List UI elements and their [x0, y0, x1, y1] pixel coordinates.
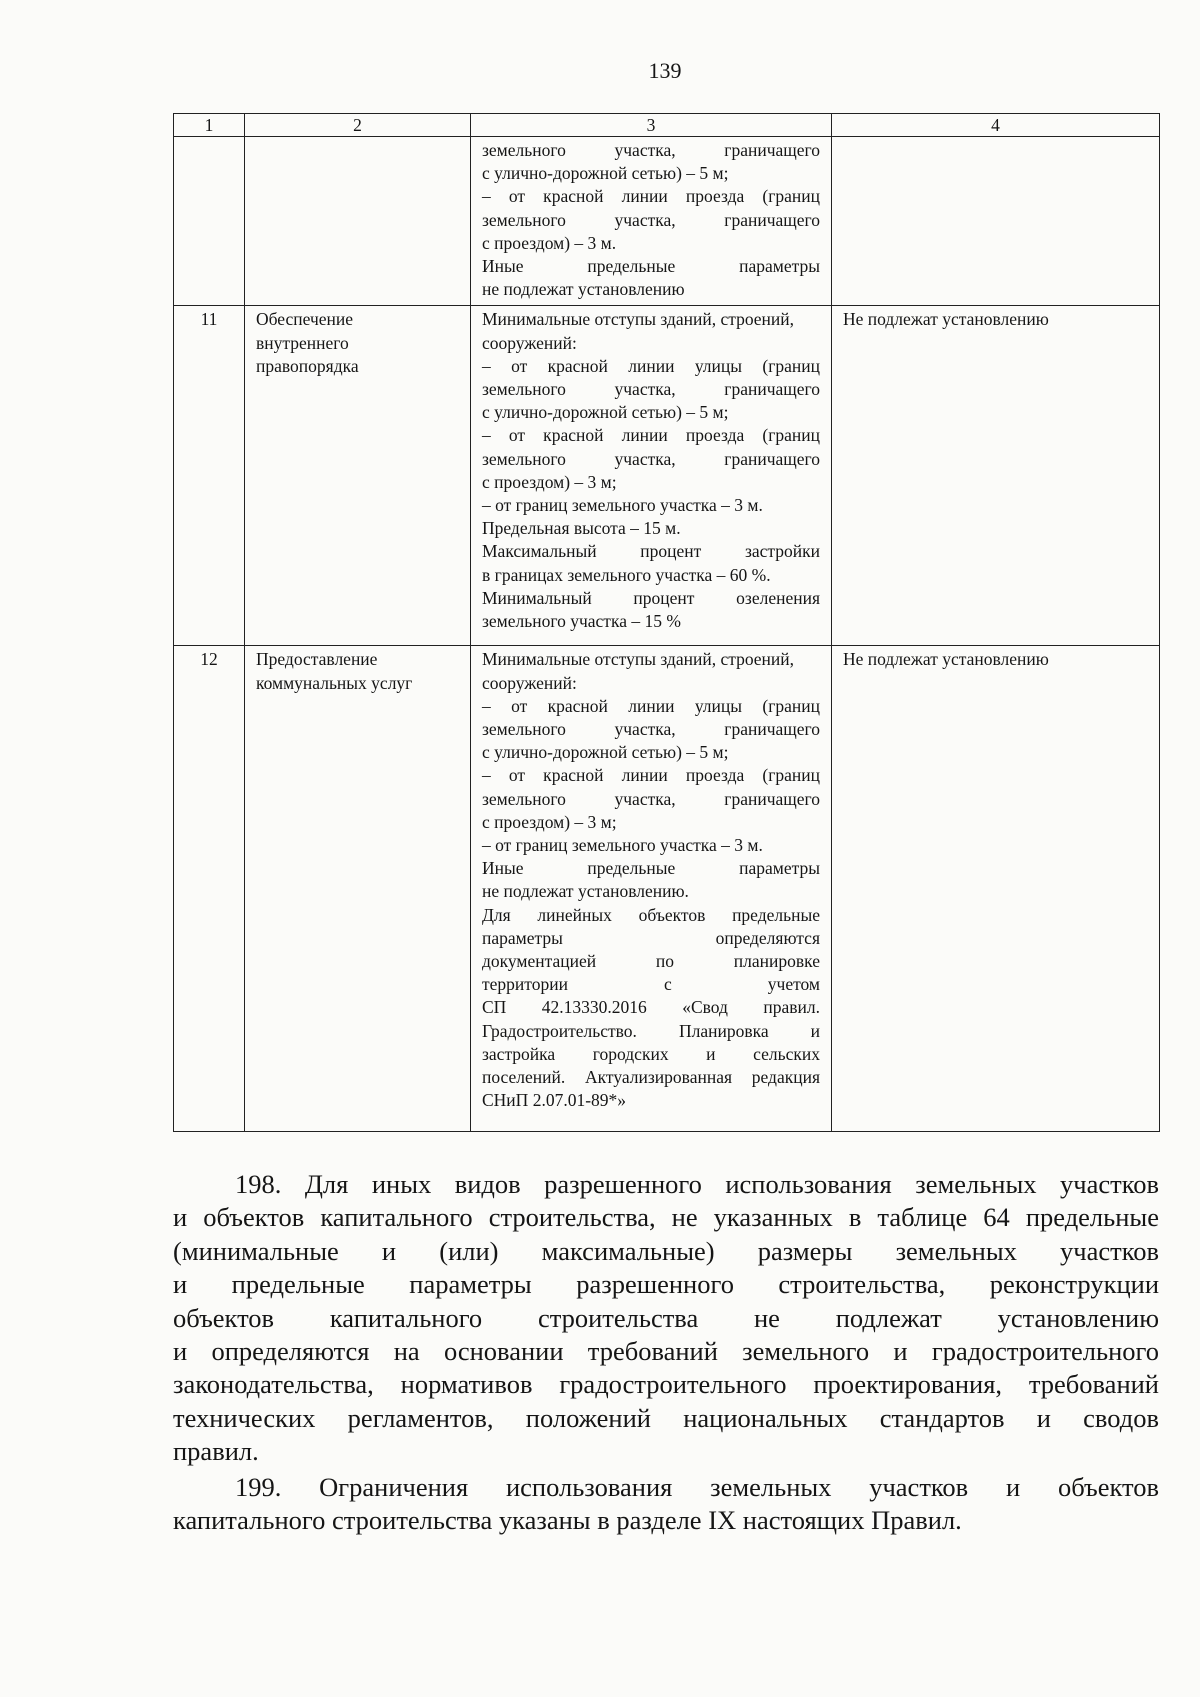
params-line: Для линейных объектов предельные [482, 904, 820, 925]
params-line: с улично-дорожной сетью) – 5 м; [482, 742, 729, 763]
params-line: Минимальный процент озеленения [482, 587, 820, 608]
page-number: 139 [648, 58, 682, 83]
params-line: в границах земельного участка – 60 %. [482, 564, 771, 585]
params-line: Иные предельные параметры [482, 858, 820, 879]
params-line: земельного участка, граничащего [482, 209, 820, 230]
params-line: поселений. Актуализированная редакция [482, 1067, 820, 1088]
header-cell: 3 [471, 114, 832, 137]
params-line: документацией по планировке [482, 951, 820, 972]
row-note-cell: Не подлежат установлению [832, 306, 1160, 646]
row-name-cell [245, 646, 471, 1132]
params-line: с улично-дорожной сетью) – 5 м; [482, 163, 729, 184]
paragraph-line: и предельные параметры разрешенного строительства, реконструкции [173, 1269, 1159, 1300]
params-line: – от красной линии улицы (границ [482, 355, 820, 376]
params-line: – от красной линии проезда (границ [482, 765, 820, 786]
params-line: Предельная высота – 15 м. [482, 518, 681, 539]
params-line: с проездом) – 3 м. [482, 232, 617, 253]
params-line: Минимальные отступы зданий, строений, [482, 309, 795, 330]
paragraph-line: 198. Для иных видов разрешенного использования земельных участков [235, 1169, 1159, 1199]
paragraph-line: объектов капитального строительства не подлежат установлению [173, 1302, 1159, 1333]
paragraph-199 [173, 1471, 1159, 1538]
header-cell: 1 [174, 114, 245, 137]
row-params-cell [471, 646, 832, 1132]
row-name-cell [245, 137, 471, 306]
params-line: – от красной линии проезда (границ [482, 186, 820, 207]
paragraph-line: (минимальные и (или) максимальные) размеры земельных участков [173, 1235, 1159, 1266]
paragraph-line: технических регламентов, положений национальных стандартов и сводов [173, 1402, 1159, 1433]
row-number-cell [174, 137, 245, 306]
table-row [174, 646, 1160, 1132]
params-line: не подлежат установлению [482, 279, 685, 300]
paragraph-line: законодательства, нормативов градостроительного проектирования, требований [173, 1369, 1159, 1400]
params-line: земельного участка, граничащего [482, 140, 820, 160]
paragraph-line: правил. [173, 1436, 259, 1467]
params-line: сооружений: [482, 332, 577, 353]
row-name: Обеспечение внутреннего правопорядка [256, 309, 359, 376]
row-number-cell: 12 [174, 646, 245, 1132]
params-line: сооружений: [482, 672, 577, 693]
header-cell: 4 [832, 114, 1160, 137]
table-header-row [174, 114, 1160, 137]
header-cell: 2 [245, 114, 471, 137]
params-line: СНиП 2.07.01-89*» [482, 1090, 627, 1111]
params-line: территории с учетом [482, 974, 820, 995]
params-line: земельного участка, граничащего [482, 448, 820, 469]
params-line: – от красной линии улицы (границ [482, 695, 820, 716]
params-line: с улично-дорожной сетью) – 5 м; [482, 402, 729, 423]
row-name-cell [245, 306, 471, 646]
paragraph-line: и определяются на основании требований земельного и градостроительного [173, 1336, 1159, 1367]
params-line: Минимальные отступы зданий, строений, [482, 649, 795, 670]
params-line: – от границ земельного участка – 3 м. [482, 835, 763, 856]
paragraph-line: и объектов капитального строительства, не указанных в таблице 64 предельные [173, 1202, 1159, 1233]
paragraph-line: капитального строительства указаны в разделе IX настоящих Правил. [173, 1505, 962, 1536]
paragraph-line: 199. Ограничения использования земельных участков и объектов [235, 1472, 1159, 1502]
row-name: Предоставление коммунальных услуг [256, 649, 413, 693]
table-row-continuation [174, 137, 1160, 306]
params-line: – от красной линии проезда (границ [482, 425, 820, 446]
regulations-table [173, 113, 1160, 1132]
params-line: земельного участка, граничащего [482, 379, 820, 400]
params-line: с проездом) – 3 м; [482, 471, 617, 492]
table-row [174, 306, 1160, 646]
params-line: застройка городских и сельских [482, 1043, 820, 1064]
row-params-cell [471, 306, 832, 646]
params-line: земельного участка, граничащего [482, 719, 820, 740]
params-line: – от границ земельного участка – 3 м. [482, 495, 763, 516]
row-number-cell: 11 [174, 306, 245, 646]
params-line: СП 42.13330.2016 «Свод правил. [482, 997, 820, 1018]
row-note-cell [832, 137, 1160, 306]
paragraph-198 [173, 1168, 1159, 1469]
row-note-cell: Не подлежат установлению [832, 646, 1160, 1132]
params-line: земельного участка, граничащего [482, 788, 820, 809]
params-line: Максимальный процент застройки [482, 541, 820, 562]
row-params-cell [471, 137, 832, 306]
params-line: Градостроительство. Планировка и [482, 1020, 820, 1041]
params-line: Иные предельные параметры [482, 256, 820, 277]
params-line: не подлежат установлению. [482, 881, 689, 902]
params-line: с проездом) – 3 м; [482, 811, 617, 832]
params-line: земельного участка – 15 % [482, 611, 681, 632]
params-line: параметры определяются [482, 927, 820, 948]
